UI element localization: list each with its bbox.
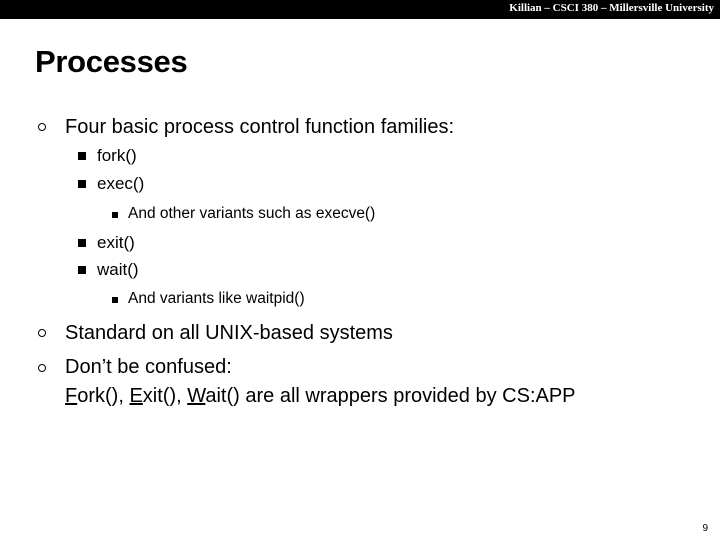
square-bullet-icon (78, 180, 86, 188)
header-text: Killian – CSCI 380 – Millersville University (509, 2, 714, 14)
slide-title: Processes (35, 44, 188, 79)
bullet-four-basic: Four basic process control function families: (65, 116, 455, 138)
exit-rest: xit(), (142, 385, 188, 407)
wrappers-line (65, 384, 576, 408)
wait-initial: W (187, 385, 206, 407)
ring-bullet-icon (38, 329, 46, 337)
fork-initial: F (65, 385, 78, 407)
exit-initial: E (129, 385, 143, 407)
bullet-fork: fork() (97, 146, 137, 165)
square-bullet-icon (78, 266, 86, 274)
bullet-exec-variants: And other variants such as execve() (128, 205, 376, 222)
header-bar (0, 0, 720, 19)
square-bullet-icon (112, 297, 118, 303)
square-bullet-icon (112, 212, 118, 218)
square-bullet-icon (78, 152, 86, 160)
bullet-standard-unix: Standard on all UNIX-based systems (65, 322, 393, 344)
bullet-exec: exec() (97, 174, 145, 193)
bullet-wait: wait() (97, 260, 139, 279)
bullet-wait-variants: And variants like waitpid() (128, 290, 305, 307)
square-bullet-icon (78, 239, 86, 247)
bullet-exit: exit() (97, 233, 135, 252)
ring-bullet-icon (38, 123, 46, 131)
wait-rest: ait() are all wrappers provided by CS:APP (205, 385, 576, 407)
bullet-dont-be-confused: Don’t be confused: (65, 356, 232, 378)
ring-bullet-icon (38, 364, 46, 372)
page-number: 9 (702, 523, 708, 534)
fork-rest: ork(), (77, 385, 130, 407)
